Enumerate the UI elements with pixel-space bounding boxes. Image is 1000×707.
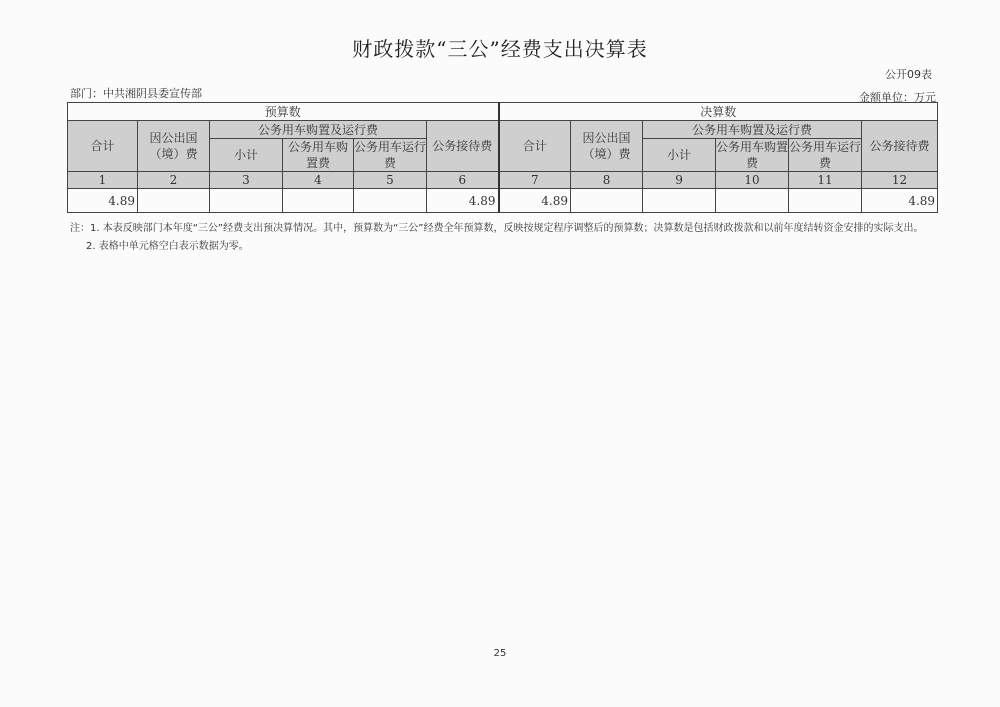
column-number: 9 xyxy=(643,172,716,189)
column-number: 5 xyxy=(354,172,427,189)
table-cell xyxy=(789,189,862,213)
column-number: 6 xyxy=(427,172,499,189)
table-cell xyxy=(571,189,643,213)
column-number: 10 xyxy=(716,172,789,189)
column-number: 7 xyxy=(499,172,571,189)
column-number: 1 xyxy=(68,172,138,189)
budget-group-header: 预算数 xyxy=(68,103,499,121)
amount-unit-label: 金额单位：万元 xyxy=(859,91,936,104)
table-cell xyxy=(716,189,789,213)
table-cell: 4.89 xyxy=(427,189,499,213)
table-cell: 4.89 xyxy=(862,189,938,213)
table-cell xyxy=(138,189,210,213)
final-total-header: 合计 xyxy=(499,121,571,172)
final-subtotal-header: 小计 xyxy=(643,139,716,172)
table-cell xyxy=(210,189,283,213)
table-row xyxy=(68,189,938,213)
three-public-expense-table xyxy=(67,102,938,213)
budget-vehicle-operation-header: 公务用车运行费 xyxy=(354,140,427,170)
final-group-header: 决算数 xyxy=(499,103,938,121)
column-header-row xyxy=(68,121,938,139)
column-number: 12 xyxy=(862,172,938,189)
column-number: 8 xyxy=(571,172,643,189)
budget-overseas-header: 因公出国（境）费 xyxy=(138,121,210,172)
final-vehicle-purchase-header: 公务用车购置费 xyxy=(716,140,789,170)
table-cell xyxy=(354,189,427,213)
budget-subtotal-header: 小计 xyxy=(210,139,283,172)
page-title: 财政拨款“三公”经费支出决算表 xyxy=(352,37,648,61)
form-code: 公开09表 xyxy=(885,68,932,81)
budget-reception-header: 公务接待费 xyxy=(427,121,499,172)
column-number: 3 xyxy=(210,172,283,189)
budget-vehicle-purchase-header: 公务用车购置费 xyxy=(283,139,354,172)
table-cell xyxy=(643,189,716,213)
final-vehicle-group-header: 公务用车购置及运行费 xyxy=(643,121,862,139)
table-cell: 4.89 xyxy=(68,189,138,213)
budget-total-header: 合计 xyxy=(68,121,138,172)
table-cell xyxy=(283,189,354,213)
final-vehicle-operation-header: 公务用车运行费 xyxy=(789,140,862,170)
table-cell: 4.89 xyxy=(499,189,571,213)
final-reception-header: 公务接待费 xyxy=(862,121,938,172)
budget-vehicle-group-header: 公务用车购置及运行费 xyxy=(210,121,427,139)
column-number: 4 xyxy=(283,172,354,189)
column-number: 2 xyxy=(138,172,210,189)
note-1: 注：1. 本表反映部门本年度“三公”经费支出预决算情况。其中，预算数为“三公”经费全年预算数，反映按规定程序调整后的预算数；决算数是包括财政拨款和以前年度结转资金安排的实际支出。 xyxy=(70,223,924,234)
table-notes xyxy=(70,222,940,254)
group-header-row xyxy=(68,103,938,121)
page-number: 25 xyxy=(493,648,507,659)
note-2: 2. 表格中单元格空白表示数据为零。 xyxy=(86,241,249,252)
final-overseas-header: 因公出国（境）费 xyxy=(571,121,643,172)
column-number: 11 xyxy=(789,172,862,189)
column-number-row xyxy=(68,172,938,189)
department-label: 部门：中共湘阴县委宣传部 xyxy=(70,87,202,100)
